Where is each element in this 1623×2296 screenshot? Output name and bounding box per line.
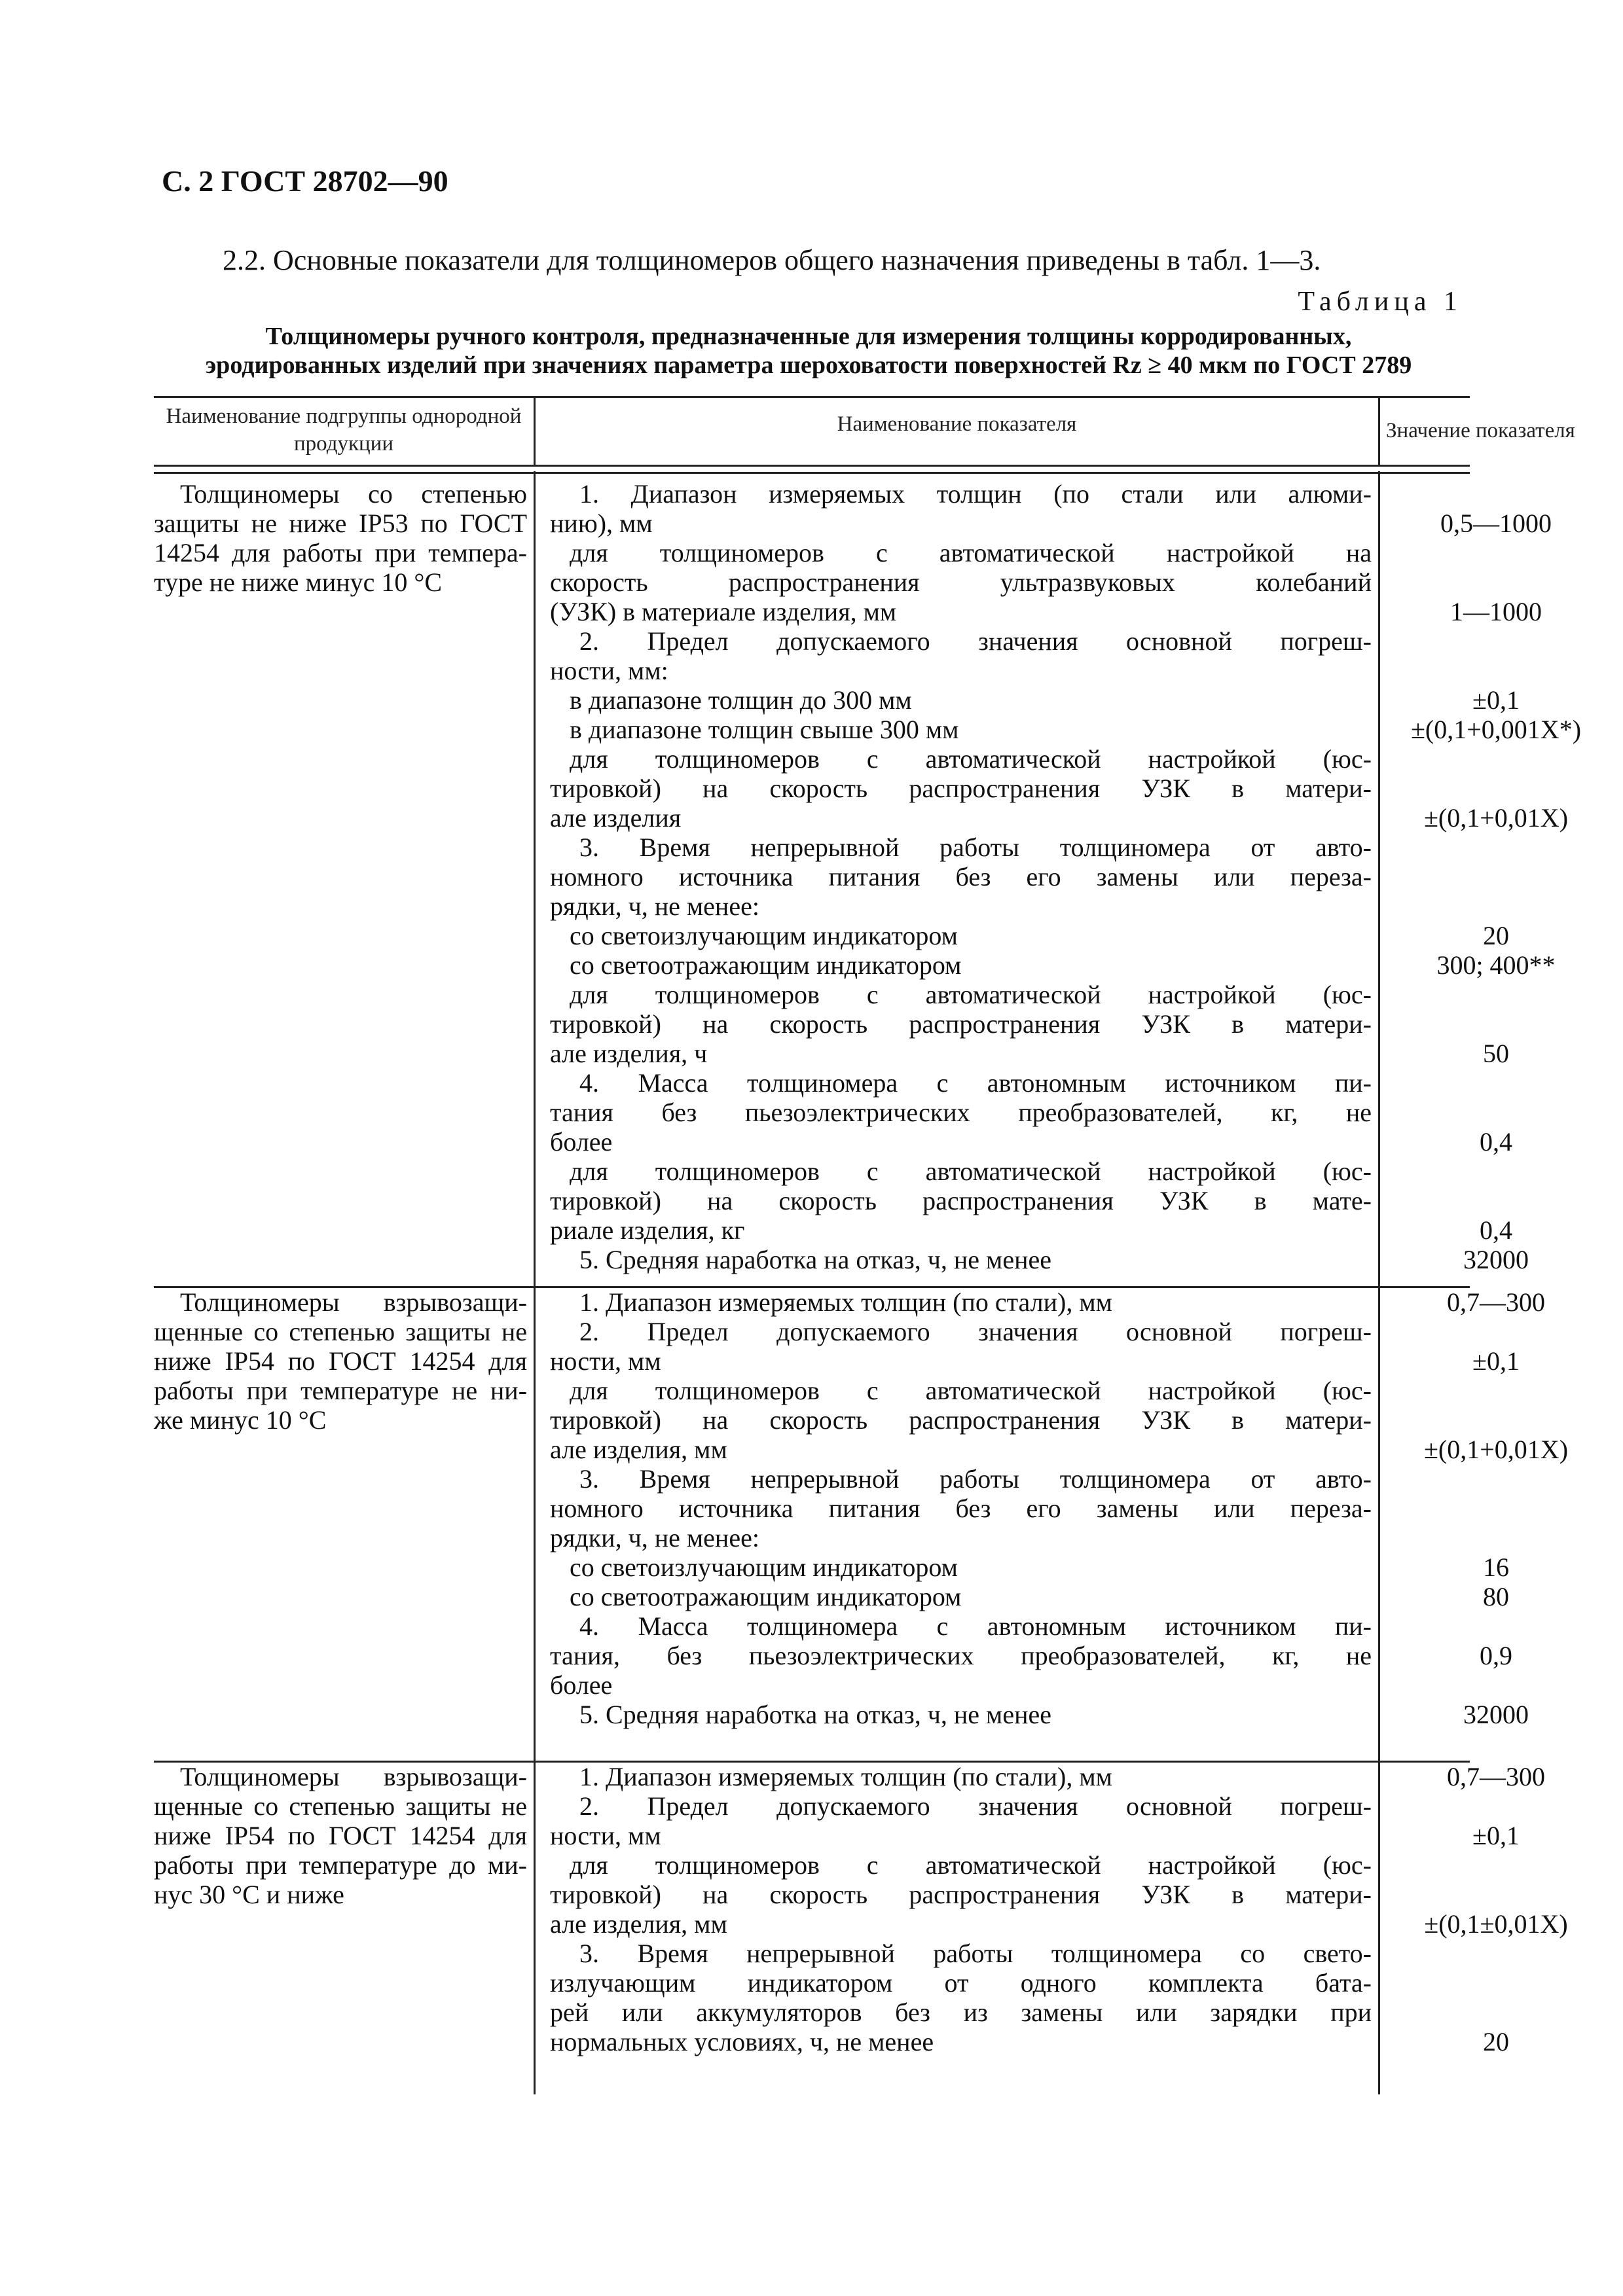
indicator-value (1391, 1009, 1601, 1039)
indicator-line: тировкой) на скорость распространения УЗК в мате- (550, 1186, 1372, 1215)
group-name-line: нус 30 °С и ниже (154, 1880, 344, 1909)
indicator-line: тания без пьезоэлектрических преобразователей, кг, не (550, 1098, 1372, 1127)
indicator-value (1391, 891, 1601, 921)
indicator-value (1391, 744, 1601, 774)
indicator-value: 0,7—300 (1447, 1287, 1545, 1317)
indicator-value (1391, 1611, 1601, 1641)
indicator-line: 2. Предел допускаемого значения основной погреш- (579, 1317, 1372, 1346)
indicator-line: 5. Средняя наработка на отказ, ч, не менее (579, 1700, 1052, 1729)
indicator-line: в диапазоне толщин до 300 мм (570, 685, 912, 715)
column-divider (1378, 471, 1380, 1280)
indicator-line: скорость распространения ультразвуковых колебаний (550, 567, 1372, 597)
indicator-value: 0,5—1000 (1440, 509, 1552, 538)
indicator-line: со светоотражающим индикатором (570, 1582, 962, 1611)
column-header-group: Наименование подгруппы однородной продукции (166, 404, 522, 456)
group-name-line: работы при температуре до ми- (154, 1850, 527, 1880)
indicator-value (1391, 1068, 1601, 1098)
indicator-value (1391, 1464, 1601, 1494)
indicator-line: але изделия, ч (550, 1039, 708, 1068)
table-title-line: Толщиномеры ручного контроля, предназначенные для измерения толщины корродированных, (265, 323, 1352, 350)
indicator-cell (550, 1762, 1372, 2056)
indicator-line: 1. Диапазон измеряемых толщин (по стали или алюми- (579, 479, 1372, 509)
group-name-line: защиты не ниже IP53 по ГОСТ (154, 509, 527, 538)
indicator-line: в диапазоне толщин свыше 300 мм (570, 715, 959, 744)
indicator-line: тировкой) на скорость распространения УЗК в матери- (550, 1009, 1372, 1039)
indicator-line: со светоизлучающим индикатором (570, 1552, 958, 1582)
indicator-line: рядки, ч, не менее: (550, 1523, 759, 1552)
indicator-value: 16 (1483, 1552, 1509, 1582)
indicator-line: излучающим индикатором от одного комплекта бата- (550, 1968, 1372, 1998)
indicator-line: для толщиномеров с автоматической настройкой (юс- (570, 1157, 1372, 1186)
indicator-value: ±0,1 (1472, 685, 1520, 715)
indicator-line: тировкой) на скорость распространения УЗК в матери- (550, 1405, 1372, 1435)
indicator-line: 5. Средняя наработка на отказ, ч, не менее (579, 1245, 1052, 1274)
indicator-value (1391, 980, 1601, 1009)
column-divider (534, 471, 536, 1280)
group-name-cell (154, 1287, 527, 1435)
column-divider (534, 1280, 536, 1754)
indicator-line: але изделия (550, 803, 682, 833)
indicator-line: 1. Диапазон измеряемых толщин (по стали), мм (579, 1762, 1112, 1791)
group-name-line: щенные со степенью защиты не (154, 1317, 527, 1346)
indicator-line: 2. Предел допускаемого значения основной погреш- (579, 626, 1372, 656)
indicator-value (1391, 1376, 1601, 1405)
indicator-line: 3. Время непрерывной работы толщиномера от авто- (579, 1464, 1372, 1494)
indicator-line: рей или аккумуляторов без из замены или зарядки при (550, 1998, 1372, 2027)
indicator-line: 3. Время непрерывной работы толщиномера со свето- (579, 1939, 1372, 1968)
value-cell (1391, 1287, 1601, 1729)
indicator-line: 2. Предел допускаемого значения основной погреш- (579, 1791, 1372, 1821)
table-title (157, 322, 1460, 380)
indicator-line: более (550, 1670, 613, 1700)
indicator-line: номного источника питания без его замены или переза- (550, 862, 1372, 891)
indicator-value: 300; 400** (1436, 950, 1556, 980)
group-name-line: 14254 для работы при темпера- (154, 538, 527, 567)
indicator-value: 80 (1483, 1582, 1509, 1611)
table-top-rule (154, 396, 1470, 398)
indicator-line: тировкой) на скорость распространения УЗК в матери- (550, 1880, 1372, 1909)
indicator-line: нию), мм (550, 509, 653, 538)
indicator-value (1391, 538, 1601, 567)
indicator-value: 50 (1483, 1039, 1509, 1068)
indicator-value: 0,9 (1480, 1641, 1512, 1670)
indicator-line: але изделия, мм (550, 1909, 727, 1939)
indicator-value: ±(0,1±0,01X) (1424, 1909, 1568, 1939)
column-divider (534, 1754, 536, 2094)
indicator-value (1391, 1523, 1601, 1552)
indicator-line: со светоотражающим индикатором (570, 950, 962, 980)
indicator-value (1391, 1186, 1601, 1215)
indicator-value (1391, 479, 1601, 509)
column-header-indicator: Наименование показателя (837, 412, 1077, 436)
indicator-value (1391, 656, 1601, 685)
group-name-line: щенные со степенью защиты не (154, 1791, 527, 1821)
indicator-value (1391, 1157, 1601, 1186)
indicator-value: 20 (1483, 2027, 1509, 2056)
indicator-line: ности, мм: (550, 656, 668, 685)
indicator-value: 1—1000 (1450, 597, 1542, 626)
group-name-line: работы при температуре не ни- (154, 1376, 527, 1405)
indicator-line: 4. Масса толщиномера с автономным источником пи- (579, 1068, 1372, 1098)
indicator-value (1391, 1998, 1601, 2027)
indicator-line: рядки, ч, не менее: (550, 891, 759, 921)
indicator-line: 3. Время непрерывной работы толщиномера от авто- (579, 833, 1372, 862)
indicator-value: 20 (1483, 921, 1509, 950)
indicator-value (1391, 1405, 1601, 1435)
group-name-line: Толщиномеры взрывозащи- (180, 1287, 527, 1317)
indicator-line: для толщиномеров с автоматической настройкой (юс- (570, 744, 1372, 774)
group-name-line: же минус 10 °С (154, 1405, 327, 1435)
indicator-value: ±0,1 (1472, 1821, 1520, 1850)
indicator-value: 0,4 (1480, 1215, 1512, 1245)
indicator-value (1391, 774, 1601, 803)
indicator-line: але изделия, мм (550, 1435, 727, 1464)
indicator-line: номного источника питания без его замены или переза- (550, 1494, 1372, 1523)
indicator-value: ±0,1 (1472, 1346, 1520, 1376)
indicator-cell (550, 479, 1372, 1274)
indicator-value (1391, 1670, 1601, 1700)
indicator-value: 32000 (1463, 1245, 1529, 1274)
indicator-line: 4. Масса толщиномера с автономным источником пи- (579, 1611, 1372, 1641)
indicator-value (1391, 1098, 1601, 1127)
column-divider (1378, 396, 1380, 467)
value-cell (1391, 479, 1601, 1274)
indicator-value (1391, 1317, 1601, 1346)
table-title-line: эродированных изделий при значениях параметра шероховатости поверхностей Rz ≥ 40 мкм по ГОСТ 2789 (205, 351, 1412, 379)
group-name-cell (154, 1762, 527, 1909)
indicator-line: для толщиномеров с автоматической настройкой на (570, 538, 1372, 567)
table-label: Таблица 1 (1298, 287, 1463, 317)
indicator-line: для толщиномеров с автоматической настройкой (юс- (570, 1376, 1372, 1405)
column-divider (1378, 1754, 1380, 2094)
indicator-line: тания, без пьезоэлектрических преобразователей, кг, не (550, 1641, 1372, 1670)
indicator-value (1391, 567, 1601, 597)
header-double-rule (154, 465, 1470, 474)
indicator-line: ности, мм (550, 1821, 661, 1850)
intro-paragraph: 2.2. Основные показатели для толщиномеров общего назначения приведены в табл. 1—3. (223, 244, 1321, 276)
indicator-value: 32000 (1463, 1700, 1529, 1729)
indicator-line: риале изделия, кг (550, 1215, 745, 1245)
indicator-value (1391, 1968, 1601, 1998)
indicator-line: более (550, 1127, 613, 1157)
column-header-value-text: Значение показателя (1386, 419, 1575, 442)
indicator-value (1391, 1850, 1601, 1880)
indicator-value (1391, 862, 1601, 891)
indicator-line: тировкой) на скорость распространения УЗК в матери- (550, 774, 1372, 803)
indicator-value (1391, 1494, 1601, 1523)
indicator-value (1391, 833, 1601, 862)
indicator-line: ности, мм (550, 1346, 661, 1376)
indicator-line: 1. Диапазон измеряемых толщин (по стали), мм (579, 1287, 1112, 1317)
value-cell (1391, 1762, 1601, 2056)
group-name-line: Толщиномеры взрывозащи- (180, 1762, 527, 1791)
group-name-line: туре не ниже минус 10 °С (154, 567, 443, 597)
group-name-cell (154, 479, 527, 597)
indicator-line: для толщиномеров с автоматической настройкой (юс- (570, 980, 1372, 1009)
indicator-line: со светоизлучающим индикатором (570, 921, 958, 950)
indicator-value: 0,7—300 (1447, 1762, 1545, 1791)
indicator-cell (550, 1287, 1372, 1729)
indicator-value (1391, 1880, 1601, 1909)
column-divider (1378, 1280, 1380, 1754)
indicator-line: нормальных условиях, ч, не менее (550, 2027, 934, 2056)
indicator-line: для толщиномеров с автоматической настройкой (юс- (570, 1850, 1372, 1880)
indicator-value: ±(0,1+0,01X) (1423, 1435, 1569, 1464)
indicator-value (1391, 1791, 1601, 1821)
group-name-line: ниже IP54 по ГОСТ 14254 для (154, 1821, 527, 1850)
indicator-value: ±(0,1+0,001X*) (1410, 715, 1582, 744)
group-name-line: Толщиномеры со степенью (180, 479, 527, 509)
indicator-value: 0,4 (1480, 1127, 1512, 1157)
page-header: С. 2 ГОСТ 28702—90 (162, 164, 448, 198)
indicator-value: ±(0,1+0,01X) (1423, 803, 1569, 833)
indicator-value (1391, 626, 1601, 656)
group-name-line: ниже IP54 по ГОСТ 14254 для (154, 1346, 527, 1376)
indicator-value (1391, 1939, 1601, 1968)
indicator-line: (УЗК) в материале изделия, мм (550, 597, 897, 626)
